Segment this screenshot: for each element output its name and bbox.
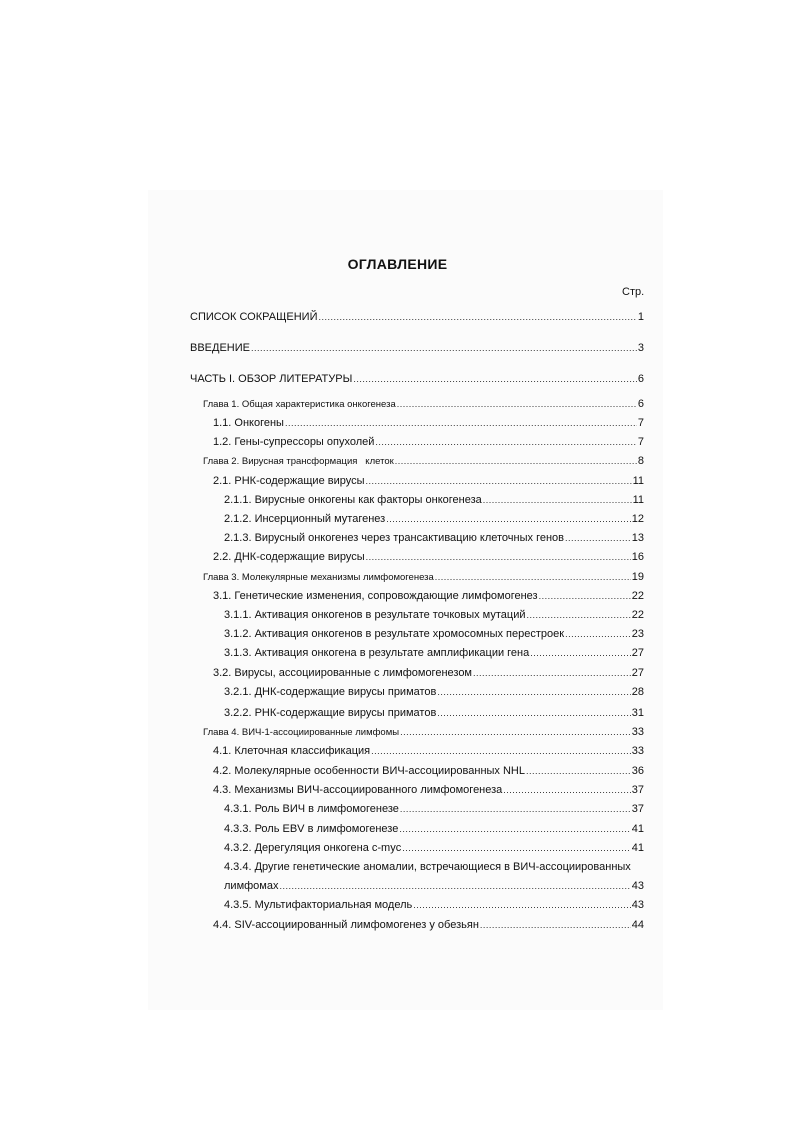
toc-entry-title: 3.2. Вирусы, ассоциированные с лимфомогенезом (213, 667, 472, 679)
toc-entry[interactable] (224, 608, 644, 622)
toc-entry-title: 1.1. Онкогены (213, 417, 284, 429)
toc-leader-dots (473, 666, 631, 680)
toc-leader-dots (413, 898, 631, 912)
toc-entry-wrapped-first-line[interactable] (224, 860, 644, 874)
toc-leader-dots (397, 397, 637, 411)
toc-entry[interactable] (224, 706, 644, 720)
toc-entry-title: 4.4. SIV-ассоциированный лимфомогенез у обезьян (213, 919, 479, 931)
toc-entry-title: Глава 1. Общая характеристика онкогенеза (203, 399, 396, 410)
toc-entry[interactable] (213, 435, 644, 449)
toc-entry[interactable] (224, 898, 644, 912)
toc-entry-page: 43 (631, 880, 644, 892)
toc-entry[interactable] (224, 841, 644, 855)
toc-leader-dots (251, 341, 637, 355)
toc-entry[interactable] (213, 589, 644, 603)
toc-entry[interactable] (224, 685, 644, 699)
toc-entry-page: 16 (631, 551, 644, 563)
toc-leader-dots (400, 725, 631, 739)
toc-entry-title: 2.1.2. Инсерционный мутагенез (224, 513, 386, 525)
toc-entry-page: 37 (631, 803, 644, 815)
toc-entry[interactable] (224, 646, 644, 660)
toc-entry-title: 3.2.1. ДНК-содержащие вирусы приматов (224, 686, 437, 698)
toc-entry-page: 27 (631, 647, 644, 659)
toc-entry[interactable] (213, 474, 644, 488)
toc-leader-dots (285, 416, 637, 430)
toc-entry[interactable] (213, 550, 644, 564)
toc-entry[interactable] (224, 512, 644, 526)
toc-entry-title: 4.2. Молекулярные особенности ВИЧ-ассоциированных NHL (213, 765, 525, 777)
toc-entry[interactable] (213, 764, 644, 778)
toc-leader-dots (435, 570, 631, 584)
toc-entry-title: 4.3.3. Роль EBV в лимфомогенезе (224, 823, 399, 835)
toc-leader-dots (526, 764, 631, 778)
toc-entry[interactable] (213, 416, 644, 430)
toc-leader-dots (386, 512, 631, 526)
toc-leader-dots (319, 310, 637, 324)
toc-entry-page: 7 (637, 436, 644, 448)
toc-entry-title: 2.2. ДНК-содержащие вирусы (213, 551, 365, 563)
toc-leader-dots (480, 918, 631, 932)
toc-entry-page: 3 (637, 342, 644, 354)
toc-entry-title: 3.2.2. РНК-содержащие вирусы приматов (224, 707, 437, 719)
toc-leader-dots (366, 474, 632, 488)
toc-leader-dots (530, 646, 631, 660)
toc-entry-title: Глава 4. ВИЧ-1-ассоциированные лимфомы (203, 727, 400, 738)
toc-entry[interactable] (190, 310, 644, 324)
toc-leader-dots (437, 685, 630, 699)
toc-entry-title: 4.3.1. Роль ВИЧ в лимфомогенезе (224, 803, 399, 815)
toc-leader-dots (366, 550, 631, 564)
toc-entry-page: 33 (631, 726, 644, 738)
toc-entry-page: 12 (631, 513, 644, 525)
toc-entry-title: 4.3. Механизмы ВИЧ-ассоциированного лимфомогенеза (213, 784, 503, 796)
toc-entry-page: 23 (631, 628, 644, 640)
toc-entry[interactable] (224, 879, 644, 893)
toc-entry-title: лимфомах (224, 880, 279, 892)
toc-entry-page: 41 (631, 842, 644, 854)
toc-entry-title: ВВЕДЕНИЕ (190, 342, 250, 354)
toc-entry-title: 3.1.3. Активация онкогена в результате амплификации гена (224, 647, 530, 659)
toc-leader-dots (483, 493, 632, 507)
toc-entry[interactable] (224, 493, 644, 507)
toc-entry-title: 4.1. Клеточная классификация (213, 745, 371, 757)
toc-entry-page: 7 (637, 417, 644, 429)
toc-entry-page: 41 (631, 823, 644, 835)
toc-entry[interactable] (203, 454, 644, 469)
toc-entry-page: 33 (631, 745, 644, 757)
toc-leader-dots (437, 706, 630, 720)
toc-entry-title: Глава 3. Молекулярные механизмы лимфомогенеза (203, 572, 434, 583)
toc-entry-title: 4.3.5. Мультифакториальная модель (224, 899, 413, 911)
toc-leader-dots (375, 435, 636, 449)
toc-entry-title: 2.1.1. Вирусные онкогены как факторы онкогенеза (224, 494, 482, 506)
toc-entry-title: 2.1.3. Вирусный онкогенез через трансактивацию клеточных генов (224, 532, 565, 544)
toc-leader-dots (527, 608, 631, 622)
toc-entry-page: 31 (631, 707, 644, 719)
toc-leader-dots (565, 627, 631, 641)
toc-entry-page: 44 (631, 919, 644, 931)
toc-entry[interactable] (203, 725, 644, 740)
toc-entry-title: 3.1. Генетические изменения, сопровождающие лимфомогенез (213, 590, 538, 602)
toc-entry-title: Глава 2. Вирусная трансформация клеток (203, 456, 394, 467)
toc-entry[interactable] (224, 822, 644, 836)
toc-entry[interactable] (224, 802, 644, 816)
toc-entry-page: 1 (637, 311, 644, 323)
toc-entry[interactable] (190, 341, 644, 355)
toc-entry-page: 22 (631, 590, 644, 602)
toc-leader-dots (565, 531, 631, 545)
toc-entry-page: 11 (632, 475, 644, 487)
toc-leader-dots (399, 822, 630, 836)
toc-entry[interactable] (213, 918, 644, 932)
toc-entry-title: 4.3.4. Другие генетические аномалии, встречающиеся в ВИЧ-ассоциированных (224, 861, 631, 873)
toc-entry-page: 36 (631, 765, 644, 777)
toc-entry[interactable] (213, 783, 644, 797)
toc-entry[interactable] (203, 570, 644, 585)
toc-entry-title: 4.3.2. Дерегуляция онкогена с-myc (224, 842, 402, 854)
toc-entry-title: 2.1. РНК-содержащие вирусы (213, 475, 365, 487)
toc-leader-dots (402, 841, 631, 855)
toc-entry-title: 3.1.2. Активация онкогенов в результате хромосомных перестроек (224, 628, 565, 640)
toc-leader-dots (539, 589, 631, 603)
toc-entry[interactable] (203, 397, 644, 412)
toc-leader-dots (279, 879, 630, 893)
toc-entry-page: 6 (637, 398, 644, 410)
toc-entry-page: 13 (631, 532, 644, 544)
toc-entry-page: 6 (637, 373, 644, 385)
toc-leader-dots (400, 802, 631, 816)
toc-entry-page: 11 (632, 494, 644, 506)
toc-entry-page: 43 (631, 899, 644, 911)
toc-entry-page: 27 (631, 667, 644, 679)
toc-entry-title: СПИСОК СОКРАЩЕНИЙ (190, 311, 318, 323)
toc-leader-dots (395, 454, 637, 468)
toc-entry[interactable] (213, 744, 644, 758)
toc-entry-title: 1.2. Гены-супрессоры опухолей (213, 436, 375, 448)
toc-entry-title: 3.1.1. Активация онкогенов в результате точковых мутаций (224, 609, 526, 621)
toc-entry-page: 19 (631, 571, 644, 583)
toc-leader-dots (503, 783, 630, 797)
toc-leader-dots (371, 744, 631, 758)
toc-entry[interactable] (190, 372, 644, 386)
toc-entry[interactable] (213, 666, 644, 680)
toc-entry[interactable] (224, 531, 644, 545)
toc-entry-page: 28 (631, 686, 644, 698)
toc-entry-page: 37 (631, 784, 644, 796)
page-title: ОГЛАВЛЕНИЕ (347, 256, 448, 272)
toc-entry[interactable] (224, 627, 644, 641)
toc-leader-dots (353, 372, 637, 386)
toc-entry-page: 22 (631, 609, 644, 621)
toc-entry-page: 8 (637, 455, 644, 467)
page-column-label: Стр. (622, 286, 645, 298)
toc-entry-title: ЧАСТЬ I. ОБЗОР ЛИТЕРАТУРЫ (190, 373, 353, 385)
